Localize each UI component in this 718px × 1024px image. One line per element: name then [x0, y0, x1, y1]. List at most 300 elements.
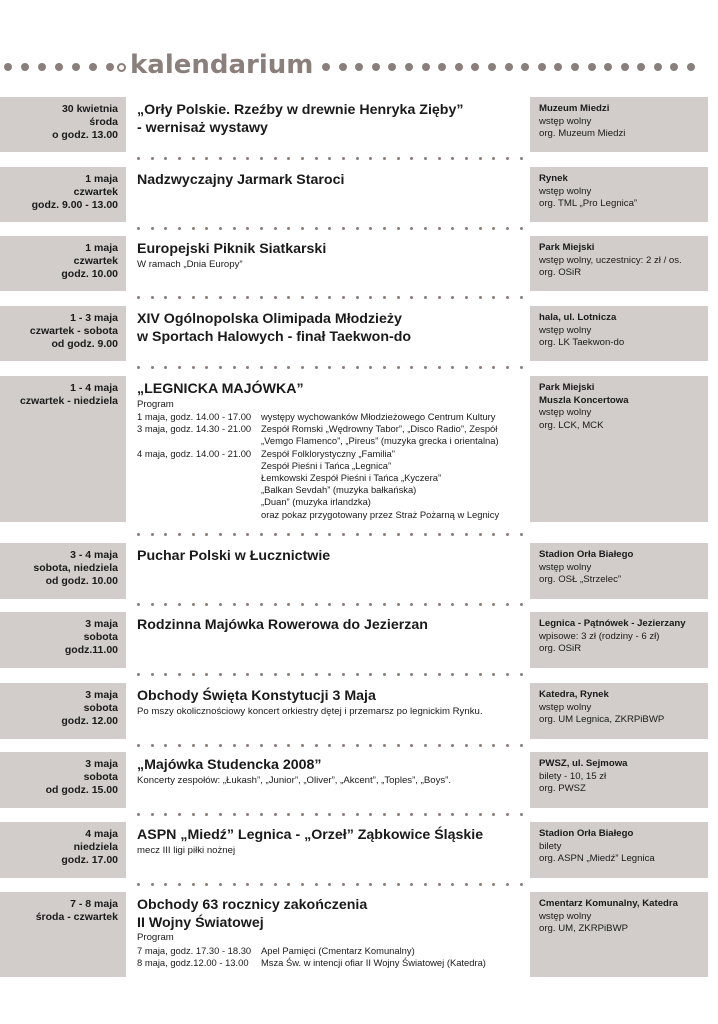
event-place-name: Park Miejski — [539, 242, 595, 253]
separator-dot — [438, 157, 441, 160]
event-place-box — [530, 236, 708, 291]
event-title: II Wojny Światowej — [137, 914, 264, 931]
event-date-line: sobota — [83, 631, 118, 643]
separator-dot — [506, 813, 509, 816]
separator-dot — [137, 296, 140, 299]
separator-dot — [192, 533, 195, 536]
separator-dot — [410, 813, 413, 816]
separator-dot — [287, 366, 290, 369]
event-date-box — [0, 167, 126, 222]
separator-dot — [151, 533, 154, 536]
separator-dot — [410, 366, 413, 369]
separator-dot — [465, 533, 468, 536]
event-date-line: czwartek — [73, 255, 118, 267]
separator-dot — [397, 673, 400, 676]
separator-dot — [410, 883, 413, 886]
separator-dot — [397, 813, 400, 816]
separator-dot — [465, 603, 468, 606]
separator-dot — [356, 673, 359, 676]
separator-dot — [151, 603, 154, 606]
separator-dot — [492, 296, 495, 299]
separator-dot — [451, 883, 454, 886]
separator-dot — [356, 883, 359, 886]
separator-dot — [274, 227, 277, 230]
event-date-line: 3 maja — [85, 618, 118, 630]
separator-dot — [410, 744, 413, 747]
separator-dot — [424, 813, 427, 816]
header-dot — [405, 63, 413, 71]
separator-dot — [315, 603, 318, 606]
separator-dot — [178, 157, 181, 160]
header-dot — [89, 63, 97, 71]
separator-dot — [451, 744, 454, 747]
program-desc: Zespół Pieśni i Tańca „Legnica” — [261, 459, 392, 471]
separator-dot — [137, 366, 140, 369]
program-desc: „Balkan Sevdah” (muzyka bałkańska) — [261, 484, 417, 496]
separator-dot — [328, 227, 331, 230]
separator-dot — [369, 296, 372, 299]
event-title: - wernisaż wystawy — [137, 119, 268, 136]
separator-dot — [178, 603, 181, 606]
separator-dot — [397, 883, 400, 886]
separator-dot — [260, 366, 263, 369]
event-date-line: od godz. 15.00 — [45, 784, 118, 796]
separator-dot — [479, 744, 482, 747]
separator-dot — [520, 366, 523, 369]
separator-dot — [219, 533, 222, 536]
separator-dot — [151, 366, 154, 369]
separator-dot — [397, 296, 400, 299]
event-place-info: wstęp wolny — [539, 561, 592, 573]
separator-dot — [520, 883, 523, 886]
separator-dot — [424, 296, 427, 299]
separator-dot — [397, 744, 400, 747]
separator-dot — [287, 883, 290, 886]
separator-dot — [178, 673, 181, 676]
event-date-line: 3 maja — [85, 689, 118, 701]
event-place-box — [530, 543, 708, 599]
event-place-name: Park Miejski — [539, 382, 595, 393]
separator-dot — [410, 673, 413, 676]
event-date-line: 3 - 4 maja — [70, 549, 118, 561]
program-row — [137, 460, 527, 472]
page-title: kalendarium — [130, 50, 314, 80]
separator-dot — [233, 296, 236, 299]
separator-dot — [219, 744, 222, 747]
separator-dot — [492, 157, 495, 160]
header-dot — [538, 63, 546, 71]
separator-dot — [397, 366, 400, 369]
separator-dot — [383, 533, 386, 536]
event-date-line: 1 - 3 maja — [70, 312, 118, 324]
event-place-info: org. Muzeum Miedzi — [539, 128, 626, 139]
separator-dot — [315, 296, 318, 299]
event-place-info: org. TML „Pro Legnica” — [539, 198, 638, 209]
separator-dot — [342, 533, 345, 536]
separator-dot — [424, 883, 427, 886]
event-date-box — [0, 892, 126, 977]
separator-dot — [424, 533, 427, 536]
separator-dot — [274, 744, 277, 747]
separator-dot — [424, 227, 427, 230]
separator-dot — [438, 296, 441, 299]
separator-dot — [492, 883, 495, 886]
program-row — [137, 472, 527, 484]
header-dot — [72, 63, 80, 71]
separator-dot — [301, 673, 304, 676]
separator-dot — [506, 296, 509, 299]
separator-dot — [274, 366, 277, 369]
event-subtitle: W ramach „Dnia Europy” — [137, 258, 243, 270]
separator-dot — [205, 533, 208, 536]
program-row — [137, 484, 527, 496]
separator-dot — [465, 227, 468, 230]
event-date-line: sobota — [83, 702, 118, 714]
separator-dot — [397, 533, 400, 536]
separator-dot — [246, 157, 249, 160]
separator-dot — [424, 744, 427, 747]
program-time — [137, 509, 261, 521]
event-subtitle: mecz III ligi piłki nożnej — [137, 844, 236, 856]
separator-dot — [178, 296, 181, 299]
header-dot — [488, 63, 496, 71]
event-place-info: wstęp wolny, uczestnicy: 2 zł / os. — [539, 254, 682, 266]
program-desc: Apel Pamięci (Cmentarz Komunalny) — [261, 944, 415, 956]
event-date-line: 1 maja — [85, 173, 118, 185]
separator-dot — [369, 227, 372, 230]
event-date-box — [0, 752, 126, 808]
header-dot — [505, 63, 513, 71]
separator-dot — [178, 813, 181, 816]
program-row — [137, 435, 527, 447]
event-subtitle: Po mszy okolicznościowy koncert orkiestry dętej i przemarsz po legnickim Rynku. — [137, 705, 483, 717]
separator-dot — [492, 533, 495, 536]
separator-dot — [178, 744, 181, 747]
separator-dot — [479, 673, 482, 676]
program-time: 8 maja, godz.12.00 - 13.00 — [137, 956, 249, 968]
separator-dot — [164, 296, 167, 299]
separator-dot — [260, 603, 263, 606]
separator-dot — [451, 673, 454, 676]
dotted-separator — [137, 603, 523, 606]
event-place-box — [530, 376, 708, 522]
separator-dot — [506, 366, 509, 369]
separator-dot — [479, 366, 482, 369]
separator-dot — [451, 296, 454, 299]
separator-dot — [465, 744, 468, 747]
separator-dot — [301, 157, 304, 160]
separator-dot — [397, 157, 400, 160]
separator-dot — [260, 227, 263, 230]
separator-dot — [451, 157, 454, 160]
separator-dot — [164, 157, 167, 160]
header-dot — [455, 63, 463, 71]
event-place-info: wpisowe: 3 zł (rodziny - 6 zł) — [539, 630, 660, 642]
dotted-separator — [137, 883, 523, 886]
separator-dot — [151, 883, 154, 886]
separator-dot — [397, 603, 400, 606]
separator-dot — [274, 296, 277, 299]
event-content — [137, 102, 527, 137]
separator-dot — [383, 296, 386, 299]
event-date-line: godz.11.00 — [64, 644, 118, 656]
separator-dot — [328, 533, 331, 536]
separator-dot — [424, 366, 427, 369]
program-row — [137, 411, 527, 423]
separator-dot — [342, 157, 345, 160]
separator-dot — [315, 533, 318, 536]
separator-dot — [492, 813, 495, 816]
separator-dot — [520, 744, 523, 747]
separator-dot — [151, 157, 154, 160]
separator-dot — [383, 366, 386, 369]
program-desc: oraz pokaz przygotowany przez Straż Pożarną w Legnicy — [261, 508, 500, 520]
event-item — [0, 543, 718, 599]
event-item — [0, 752, 718, 808]
event-date-line: niedziela — [73, 841, 118, 853]
separator-dot — [151, 227, 154, 230]
event-place-box — [530, 822, 708, 878]
separator-dot — [287, 744, 290, 747]
event-date-line: godz. 9.00 - 13.00 — [31, 199, 118, 211]
program-time: 3 maja, godz. 14.30 - 21.00 — [137, 423, 252, 435]
separator-dot — [301, 533, 304, 536]
separator-dot — [233, 603, 236, 606]
event-date-line: czwartek - sobota — [29, 325, 118, 337]
separator-dot — [410, 603, 413, 606]
event-title: ASPN „Miedź” Legnica - „Orzeł” Ząbkowice Śląskie — [137, 827, 484, 843]
event-date-box — [0, 612, 126, 668]
separator-dot — [479, 157, 482, 160]
separator-dot — [246, 673, 249, 676]
separator-dot — [328, 296, 331, 299]
separator-dot — [424, 673, 427, 676]
event-date-box — [0, 97, 126, 152]
separator-dot — [151, 673, 154, 676]
event-date-box — [0, 683, 126, 739]
separator-dot — [520, 813, 523, 816]
header-dot — [670, 63, 678, 71]
separator-dot — [192, 883, 195, 886]
event-title: XIV Ogólnopolska Olimipada Młodzieży — [137, 311, 402, 327]
separator-dot — [356, 813, 359, 816]
separator-dot — [369, 744, 372, 747]
separator-dot — [192, 813, 195, 816]
separator-dot — [438, 744, 441, 747]
dotted-separator — [137, 533, 523, 536]
separator-dot — [178, 227, 181, 230]
separator-dot — [315, 227, 318, 230]
separator-dot — [451, 227, 454, 230]
event-content — [137, 617, 527, 635]
header-dots-right — [322, 63, 695, 71]
separator-dot — [260, 883, 263, 886]
dotted-separator — [137, 157, 523, 160]
header-dot — [21, 63, 29, 71]
separator-dot — [438, 813, 441, 816]
separator-dot — [383, 883, 386, 886]
separator-dot — [506, 533, 509, 536]
dotted-separator — [137, 744, 523, 747]
header-dot — [339, 63, 347, 71]
separator-dot — [520, 533, 523, 536]
event-place-info: wstęp wolny — [539, 407, 592, 418]
separator-dot — [520, 157, 523, 160]
event-program — [137, 945, 527, 969]
separator-dot — [438, 227, 441, 230]
program-time: 1 maja, godz. 14.00 - 17.00 — [137, 411, 252, 422]
separator-dot — [356, 366, 359, 369]
separator-dot — [205, 883, 208, 886]
program-desc: Łemkowski Zespół Pieśni i Tańca „Kyczera” — [261, 472, 442, 484]
separator-dot — [451, 533, 454, 536]
separator-dot — [465, 157, 468, 160]
separator-dot — [178, 883, 181, 886]
separator-dot — [233, 744, 236, 747]
separator-dot — [383, 227, 386, 230]
separator-dot — [219, 883, 222, 886]
separator-dot — [274, 533, 277, 536]
event-place-info: bilety — [539, 840, 562, 852]
program-time — [137, 484, 261, 496]
separator-dot — [192, 366, 195, 369]
separator-dot — [424, 603, 427, 606]
separator-dot — [520, 673, 523, 676]
separator-dot — [369, 883, 372, 886]
event-date-line: od godz. 10.00 — [45, 575, 118, 587]
separator-dot — [164, 673, 167, 676]
separator-dot — [356, 157, 359, 160]
separator-dot — [205, 813, 208, 816]
separator-dot — [315, 813, 318, 816]
event-place-box — [530, 612, 708, 668]
event-place-box — [530, 167, 708, 222]
separator-dot — [506, 883, 509, 886]
event-place-info: org. LCK, MCK — [539, 419, 604, 431]
separator-dot — [164, 366, 167, 369]
separator-dot — [192, 603, 195, 606]
separator-dot — [520, 296, 523, 299]
separator-dot — [205, 366, 208, 369]
separator-dot — [479, 296, 482, 299]
program-row — [137, 945, 527, 957]
separator-dot — [451, 603, 454, 606]
event-content — [137, 688, 527, 718]
dotted-separator — [137, 366, 523, 369]
separator-dot — [479, 227, 482, 230]
event-place-name: Muszla Koncertowa — [539, 394, 629, 406]
separator-dot — [301, 366, 304, 369]
event-title: Obchody Święta Konstytucji 3 Maja — [137, 688, 376, 704]
event-date-box — [0, 543, 126, 599]
event-program — [137, 411, 527, 521]
separator-dot — [492, 744, 495, 747]
separator-dot — [233, 673, 236, 676]
event-place-name: Stadion Orła Białego — [539, 549, 634, 560]
separator-dot — [342, 227, 345, 230]
event-date-line: środa - czwartek — [35, 911, 118, 923]
event-place-info: org. OSiR — [539, 267, 582, 278]
event-date-box — [0, 376, 126, 522]
separator-dot — [137, 227, 140, 230]
header-dot — [106, 63, 114, 71]
separator-dot — [287, 157, 290, 160]
separator-dot — [233, 813, 236, 816]
header-dot — [38, 63, 46, 71]
separator-dot — [369, 366, 372, 369]
event-date-line: o godz. 13.00 — [52, 129, 118, 141]
separator-dot — [192, 744, 195, 747]
separator-dot — [342, 673, 345, 676]
separator-dot — [164, 603, 167, 606]
separator-dot — [137, 673, 140, 676]
header-dot — [687, 63, 695, 71]
event-place-name: Legnica - Pątnówek - Jezierzany — [539, 618, 686, 629]
event-content — [137, 172, 527, 190]
event-item — [0, 612, 718, 668]
separator-dot — [328, 883, 331, 886]
event-place-name: Muzeum Miedzi — [539, 103, 610, 114]
event-title: „LEGNICKA MAJÓWKA” — [137, 381, 304, 397]
separator-dot — [438, 883, 441, 886]
separator-dot — [438, 533, 441, 536]
separator-dot — [301, 744, 304, 747]
event-date-line: 7 - 8 maja — [70, 898, 118, 910]
separator-dot — [520, 603, 523, 606]
event-item — [0, 822, 718, 878]
separator-dot — [328, 157, 331, 160]
separator-dot — [492, 673, 495, 676]
separator-dot — [274, 603, 277, 606]
header-dot — [438, 63, 446, 71]
separator-dot — [315, 673, 318, 676]
separator-dot — [465, 673, 468, 676]
event-date-line: godz. 12.00 — [61, 715, 118, 727]
event-place-info: org. OSiR — [539, 643, 582, 654]
header-dot — [55, 63, 63, 71]
event-place-box — [530, 97, 708, 152]
event-place-box — [530, 892, 708, 977]
separator-dot — [383, 744, 386, 747]
separator-dot — [328, 603, 331, 606]
event-place-name: Katedra, Rynek — [539, 689, 609, 700]
event-content — [137, 548, 527, 566]
separator-dot — [137, 157, 140, 160]
event-place-info: wstęp wolny — [539, 115, 592, 127]
separator-dot — [246, 744, 249, 747]
event-item — [0, 306, 718, 361]
separator-dot — [301, 813, 304, 816]
separator-dot — [151, 296, 154, 299]
separator-dot — [219, 157, 222, 160]
header-dot — [554, 63, 562, 71]
event-date-line: czwartek — [73, 186, 118, 198]
separator-dot — [246, 533, 249, 536]
separator-dot — [315, 366, 318, 369]
separator-dot — [465, 296, 468, 299]
separator-dot — [260, 744, 263, 747]
event-item — [0, 236, 718, 291]
event-content — [137, 827, 527, 857]
event-content — [137, 381, 527, 521]
event-date-line: godz. 17.00 — [61, 854, 118, 866]
separator-dot — [479, 603, 482, 606]
event-title: Europejski Piknik Siatkarski — [137, 241, 327, 257]
separator-dot — [410, 227, 413, 230]
separator-dot — [274, 813, 277, 816]
separator-dot — [383, 673, 386, 676]
separator-dot — [356, 744, 359, 747]
